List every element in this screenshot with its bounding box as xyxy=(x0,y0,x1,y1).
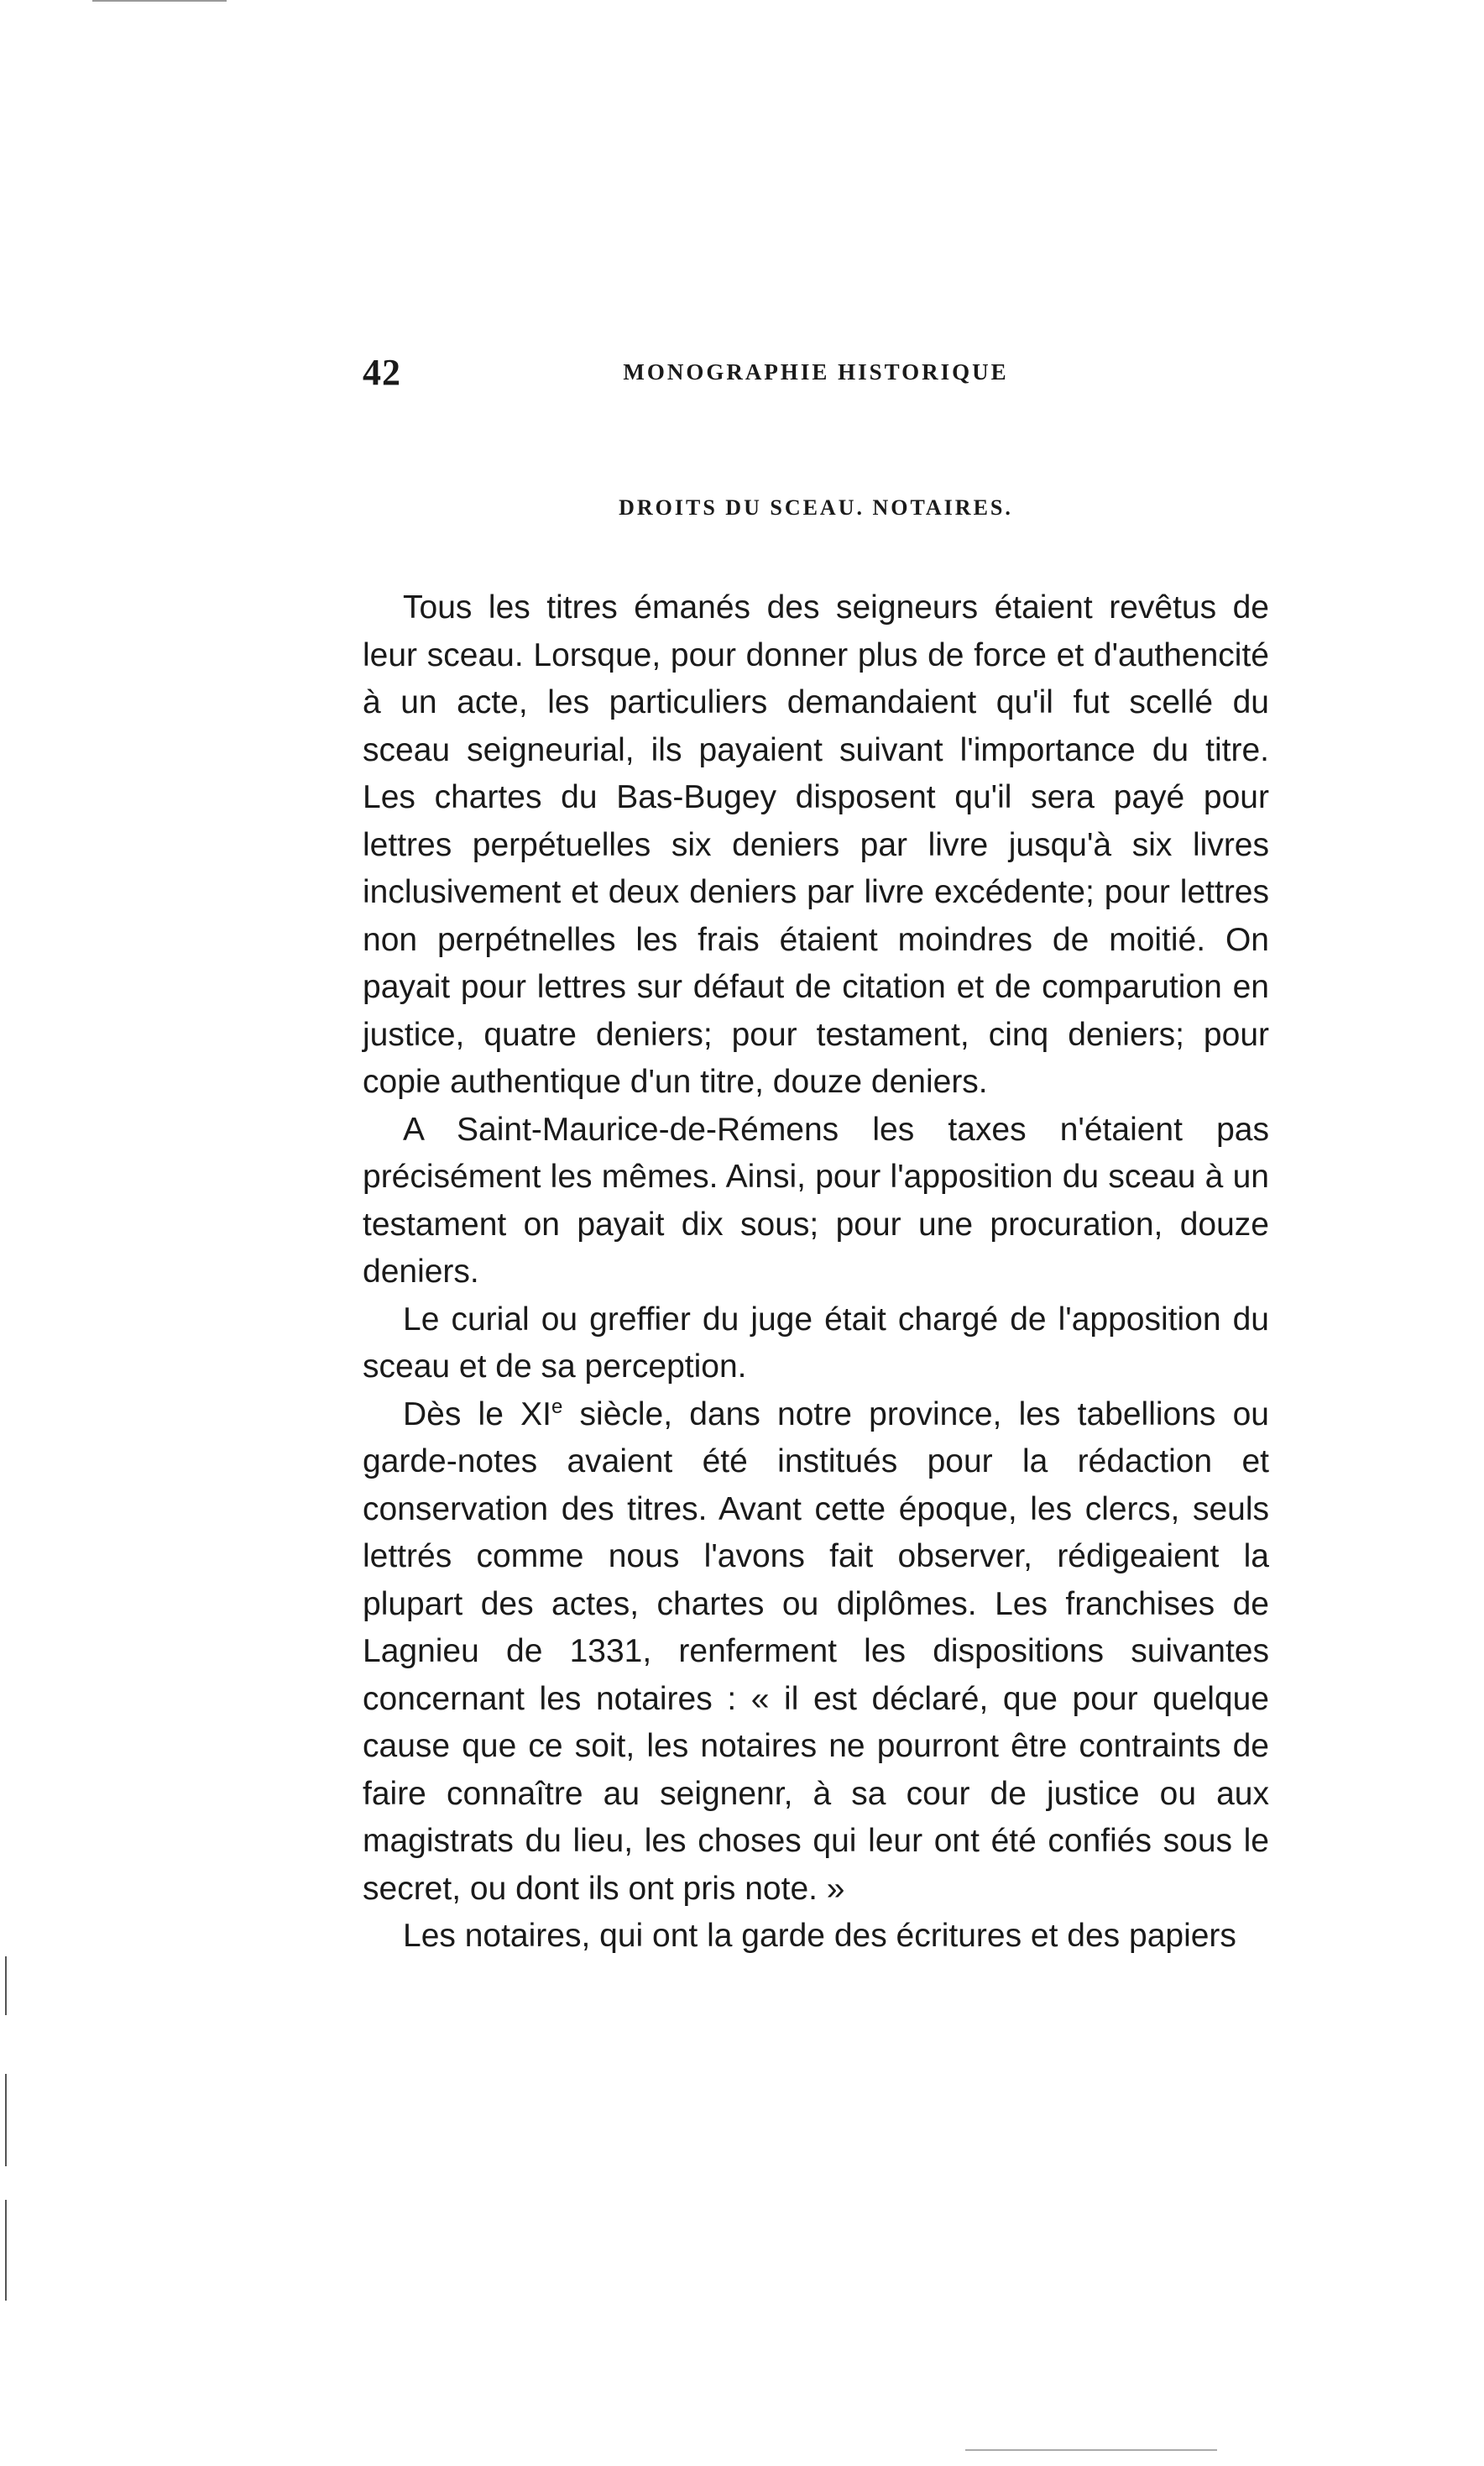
scan-edge-bottom xyxy=(965,2449,1217,2451)
section-title: DROITS DU SCEAU. NOTAIRES. xyxy=(619,495,1013,520)
page-header xyxy=(363,351,1269,393)
century-superscript: e xyxy=(551,1395,563,1418)
paragraph-3: Le curial ou greffier du juge était chargé de l'apposition du sceau et de sa perception. xyxy=(363,1301,1269,1385)
scan-edge-left-3 xyxy=(5,2200,7,2301)
paragraph-4-rest: siècle, dans notre province, les tabellions ou garde-notes avaient été institués pour la rédaction et conservation des titres. Avant cette époque, les clercs, seuls lettrés comme nous l'avons fait observer, rédigeaient la plupart des actes, chartes ou diplômes. Les franchises de Lagnieu de 1331, renferment les dispositions suivantes concernant les notaires : « il est déclaré, que pour quelque cause que ce soit, les notaires ne pourront être contraints de faire connaître au seignenr, à sa cour de justice ou aux magistrats du lieu, les choses qui leur ont été confiés sous le secret, ou dont ils ont pris note. » xyxy=(363,1395,1269,1907)
scan-edge-left-2 xyxy=(5,2074,7,2166)
running-title: MONOGRAPHIE HISTORIQUE xyxy=(623,359,1009,385)
paragraph-1: Tous les titres émanés des seigneurs étaient revêtus de leur sceau. Lorsque, pour donner plus de force et d'authencité à un acte, les particuliers demandaient qu'il fut scellé du sceau seigneurial, ils payaient suivant l'importance du titre. Les chartes du Bas-Bugey disposent qu'il sera payé pour lettres perpétuelles six deniers par livre jusqu'à six livres inclusivement et deux deniers par livre excédente; pour lettres non perpétnelles les frais étaient moindres de moitié. On payait pour lettres sur défaut de citation et de comparution en justice, quatre deniers; pour testament, cinq deniers; pour copie authentique d'un titre, douze deniers. xyxy=(363,589,1269,1100)
scan-edge-left-1 xyxy=(5,1956,7,2015)
body-text xyxy=(363,584,1269,1961)
scan-edge-top xyxy=(92,0,227,2)
paragraph-5: Les notaires, qui ont la garde des écritures et des papiers xyxy=(403,1918,1236,1954)
paragraph-4-start: Dès le XI xyxy=(403,1395,551,1432)
paragraph-4 xyxy=(363,1391,1269,1914)
paragraph-2: A Saint-Maurice-de-Rémens les taxes n'étaient pas précisément les mêmes. Ainsi, pour l'apposition du sceau à un testament on payait dix sous; pour une procuration, douze deniers. xyxy=(363,1111,1269,1290)
page-number: 42 xyxy=(363,352,401,393)
